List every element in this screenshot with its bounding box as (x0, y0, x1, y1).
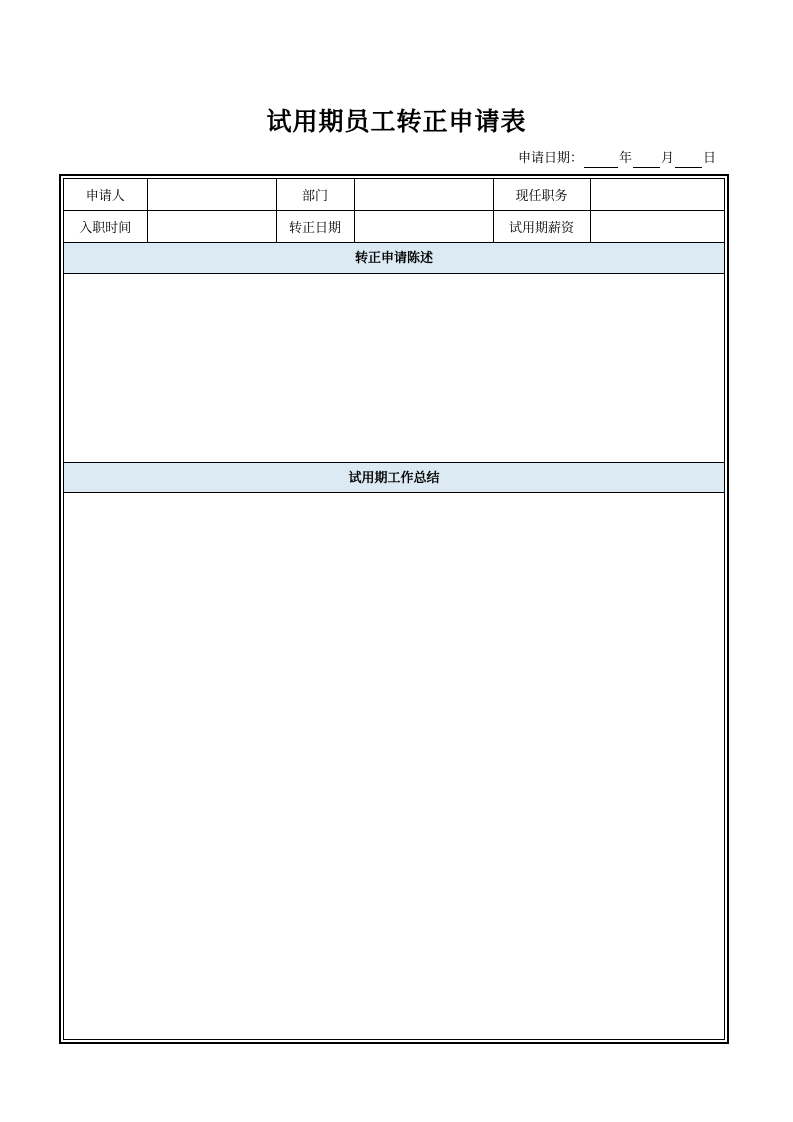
probation-salary-label: 试用期薪资 (493, 211, 590, 243)
applicant-label: 申请人 (64, 179, 147, 211)
page-title: 试用期员工转正申请表 (266, 107, 527, 136)
application-form-inner (63, 178, 725, 1040)
regularization-date-label: 转正日期 (276, 211, 354, 243)
application-statement-field[interactable] (64, 274, 724, 462)
hire-date-field[interactable] (147, 211, 276, 243)
month-unit: 月 (660, 151, 674, 166)
applicant-field[interactable] (147, 179, 276, 211)
year-unit: 年 (618, 151, 632, 166)
application-year-field[interactable] (584, 152, 618, 168)
info-row-2 (64, 211, 724, 243)
probation-summary-field[interactable] (64, 493, 724, 1034)
department-field[interactable] (354, 179, 493, 211)
regularization-date-field[interactable] (354, 211, 493, 243)
position-label: 现任职务 (493, 179, 590, 211)
hire-date-label: 入职时间 (64, 211, 147, 243)
application-form (59, 174, 729, 1044)
probation-summary-header: 试用期工作总结 (64, 462, 724, 493)
probation-salary-field[interactable] (590, 211, 724, 243)
info-row-1 (64, 179, 724, 211)
department-label: 部门 (276, 179, 354, 211)
application-day-field[interactable] (675, 152, 702, 168)
application-statement-header: 转正申请陈述 (64, 243, 724, 274)
day-unit: 日 (702, 151, 716, 166)
application-date-label: 申请日期： (517, 151, 583, 166)
application-date-line (518, 150, 716, 168)
position-field[interactable] (590, 179, 724, 211)
application-month-field[interactable] (633, 152, 660, 168)
info-table (64, 179, 724, 243)
